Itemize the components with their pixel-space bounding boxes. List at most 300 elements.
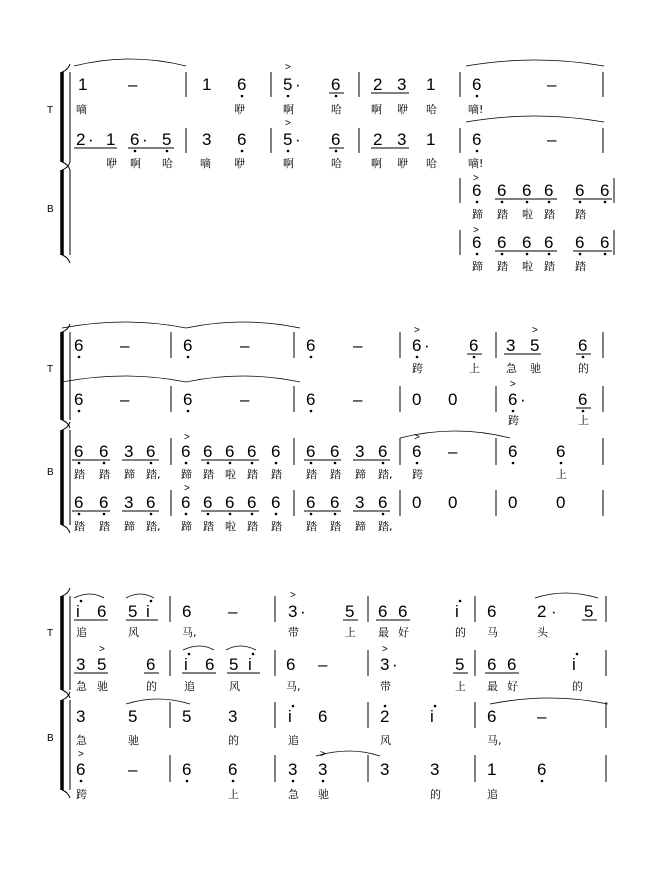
note: – [128, 75, 138, 94]
lyric: 的 [430, 788, 441, 801]
low-dot [310, 513, 313, 516]
note: 6 [306, 390, 316, 409]
accent: > [320, 749, 326, 760]
note: 6 [600, 181, 610, 200]
note: 6 [331, 130, 341, 149]
note: 6 [181, 493, 191, 512]
note: 6 [378, 493, 388, 512]
note: 6 [146, 493, 156, 512]
note: 6 [575, 233, 585, 252]
lyric: 蹄 [472, 208, 483, 221]
low-dot [476, 150, 479, 153]
note: 0 [448, 493, 458, 512]
note: 6 [575, 181, 585, 200]
note: 2 [380, 707, 390, 726]
low-dot [287, 95, 290, 98]
note: 6 [225, 493, 235, 512]
note: 6 [578, 390, 588, 409]
note: 1 [106, 130, 116, 149]
note: i [184, 655, 188, 674]
lyric: 啦 [522, 260, 533, 273]
lyric: 急 [506, 362, 517, 375]
note: 6 [271, 442, 281, 461]
note: 3 [506, 336, 516, 355]
note: 6 [97, 602, 107, 621]
dot: · [300, 602, 306, 621]
lyric: 踏 [330, 520, 341, 533]
note: 0 [412, 390, 422, 409]
note: 6 [497, 181, 507, 200]
lyric: 蹄 [355, 468, 366, 481]
bracket-hook [62, 162, 70, 170]
high-dot [188, 653, 191, 656]
note: 3 [124, 493, 134, 512]
lyric: 踏 [99, 520, 110, 533]
note: 5 [584, 602, 594, 621]
note: 6 [74, 390, 84, 409]
lyric: 上 [469, 362, 480, 375]
note: 6 [146, 442, 156, 461]
note: 6 [600, 233, 610, 252]
lyric: 的 [455, 626, 466, 639]
low-dot [78, 410, 81, 413]
note: 6 [271, 493, 281, 512]
lyric: 啊 [130, 157, 141, 170]
low-dot [335, 150, 338, 153]
high-dot [434, 705, 437, 708]
tie [186, 322, 300, 328]
low-dot [582, 356, 585, 359]
low-dot [310, 410, 313, 413]
note: 6 [469, 336, 479, 355]
note: 6 [99, 493, 109, 512]
note: 3 [124, 442, 134, 461]
low-dot [185, 513, 188, 516]
note: 3 [318, 760, 328, 779]
dot: · [295, 75, 301, 94]
lyric: 风 [128, 626, 139, 639]
note: 3 [397, 75, 407, 94]
accent: > [184, 432, 190, 443]
lyric: 啦 [225, 520, 236, 533]
note: 3 [76, 707, 86, 726]
lyric: 踏, [378, 468, 393, 481]
note: 3 [355, 493, 365, 512]
lyric: 踏 [306, 520, 317, 533]
low-dot [416, 356, 419, 359]
note: 6 [205, 655, 215, 674]
low-dot [526, 201, 529, 204]
tie [186, 376, 300, 382]
lyric: 最 [378, 626, 389, 639]
note: 6 [306, 442, 316, 461]
lyric: 啦 [522, 208, 533, 221]
note: 6 [74, 442, 84, 461]
note: 6 [306, 336, 316, 355]
lyric: 踏 [247, 520, 258, 533]
note: 2 [373, 130, 383, 149]
note: 6 [247, 493, 257, 512]
part-label-bass: B [47, 467, 54, 478]
lyric: 蹄 [355, 520, 366, 533]
note: 6 [330, 493, 340, 512]
accent: > [473, 225, 479, 236]
note: – [240, 390, 250, 409]
note: 6 [318, 707, 328, 726]
lyric: 头 [537, 626, 548, 639]
low-dot [512, 462, 515, 465]
lyric: 踏 [575, 208, 586, 221]
lyric: 追 [184, 680, 195, 693]
lyric: 蹄 [124, 468, 135, 481]
tie [126, 699, 190, 704]
low-dot [287, 150, 290, 153]
note: – [240, 336, 250, 355]
system-1 [47, 59, 614, 273]
accent: > [510, 379, 516, 390]
note: – [537, 707, 547, 726]
part-label-tenor: T [47, 364, 54, 375]
note: i [248, 655, 252, 674]
note: 1 [426, 130, 436, 149]
lyric: 跨 [508, 414, 519, 427]
lyric: 上 [455, 680, 466, 693]
lyric: 马, [182, 626, 197, 639]
dot: · [142, 130, 148, 149]
lyric: 驰 [97, 680, 108, 693]
note: – [318, 655, 328, 674]
low-dot [187, 356, 190, 359]
lyric: 急 [76, 734, 87, 747]
lyric: 啊 [371, 157, 382, 170]
note: 1 [78, 75, 88, 94]
note: 6 [412, 442, 422, 461]
lyric: 最 [487, 680, 498, 693]
note: i [455, 602, 459, 621]
dot: · [424, 336, 430, 355]
lyric: 踏 [575, 260, 586, 273]
lyric: 好 [507, 680, 518, 693]
low-dot [229, 462, 232, 465]
lyric: 咿 [234, 103, 245, 116]
note: 6 [378, 602, 388, 621]
note: 3 [355, 442, 365, 461]
note: 6 [412, 336, 422, 355]
low-dot [382, 462, 385, 465]
low-dot [548, 253, 551, 256]
note: 6 [522, 233, 532, 252]
lyric: 风 [229, 680, 240, 693]
note: 3 [430, 760, 440, 779]
note: – [120, 390, 130, 409]
note: 6 [472, 130, 482, 149]
bracket-hook [62, 790, 70, 798]
high-dot [576, 653, 579, 656]
low-dot [416, 462, 419, 465]
note: i [288, 707, 292, 726]
lyric: 踏 [203, 468, 214, 481]
system-2 [47, 322, 603, 533]
note: 1 [202, 75, 212, 94]
note: 0 [448, 390, 458, 409]
lyric: 马, [487, 734, 502, 747]
note: 6 [487, 602, 497, 621]
low-dot [501, 253, 504, 256]
note: 6 [74, 336, 84, 355]
note: 0 [412, 493, 422, 512]
note: 6 [247, 442, 257, 461]
note: 5 [345, 602, 355, 621]
low-dot [604, 253, 607, 256]
note: 3 [380, 655, 390, 674]
tie [62, 376, 186, 382]
lyric: 咿 [234, 157, 245, 170]
note: 5 [162, 130, 172, 149]
note: 3 [228, 707, 238, 726]
note: 2 [76, 130, 86, 149]
note: 6 [487, 707, 497, 726]
lyric: 踏 [544, 260, 555, 273]
part-label-tenor: T [47, 628, 54, 639]
note: 6 [237, 75, 247, 94]
lyric: 踏 [306, 468, 317, 481]
accent: > [473, 173, 479, 184]
low-dot [334, 462, 337, 465]
lyric: 马, [286, 680, 301, 693]
note: 6 [544, 181, 554, 200]
note: 6 [522, 181, 532, 200]
note: 5 [128, 602, 138, 621]
lyric: 的 [572, 680, 583, 693]
tie [126, 594, 154, 598]
high-dot [252, 653, 255, 656]
low-dot [604, 201, 607, 204]
note: 6 [99, 442, 109, 461]
low-dot [166, 150, 169, 153]
note: i [76, 602, 80, 621]
lyric: 踏 [497, 208, 508, 221]
tie [466, 60, 604, 66]
low-dot [560, 462, 563, 465]
lyric: 蹄 [124, 520, 135, 533]
lyric: 急 [288, 788, 299, 801]
low-dot [251, 513, 254, 516]
lyric: 啦 [225, 468, 236, 481]
note: 3 [380, 760, 390, 779]
note: – [228, 602, 238, 621]
note: 6 [487, 655, 497, 674]
low-dot [526, 253, 529, 256]
lyric: 啊 [283, 157, 294, 170]
lyric: 踏 [271, 468, 282, 481]
lyric: 哈 [331, 103, 342, 116]
lyric: 踏 [497, 260, 508, 273]
part-label-bass: B [47, 733, 54, 744]
note: 2 [373, 75, 383, 94]
low-dot [241, 95, 244, 98]
note: 5 [229, 655, 239, 674]
low-dot [186, 780, 189, 783]
dot: · [392, 655, 398, 674]
low-dot [80, 780, 83, 783]
lyric: 踏, [146, 468, 161, 481]
note: 6 [556, 442, 566, 461]
low-dot [548, 201, 551, 204]
note: 6 [508, 390, 518, 409]
note: 6 [203, 493, 213, 512]
note: 6 [472, 75, 482, 94]
note: 6 [74, 493, 84, 512]
low-dot [275, 462, 278, 465]
lyric: 踏 [271, 520, 282, 533]
lyric: 上 [345, 626, 356, 639]
note: 5 [530, 336, 540, 355]
lyric: 跨 [76, 788, 87, 801]
low-dot [78, 356, 81, 359]
note: 1 [487, 760, 497, 779]
low-dot [251, 462, 254, 465]
note: i [430, 707, 434, 726]
low-dot [476, 95, 479, 98]
note: 6 [330, 442, 340, 461]
note: 6 [508, 442, 518, 461]
note: 6 [181, 442, 191, 461]
lyric: 上 [578, 414, 589, 427]
low-dot [541, 780, 544, 783]
lyric: 驰 [530, 362, 541, 375]
low-dot [275, 513, 278, 516]
low-dot [103, 513, 106, 516]
lyric: 跨 [412, 468, 423, 481]
high-dot [150, 600, 153, 603]
note: 1 [426, 75, 436, 94]
lyric: 的 [578, 362, 589, 375]
bracket-hook [62, 255, 70, 263]
note: – [128, 760, 138, 779]
lyric: 跨 [412, 362, 423, 375]
bracket-hook [62, 64, 70, 72]
note: 6 [237, 130, 247, 149]
lyric: 好 [398, 626, 409, 639]
high-dot [80, 600, 83, 603]
note: – [547, 130, 557, 149]
tie [74, 594, 104, 598]
note: 6 [472, 233, 482, 252]
note: 5 [283, 75, 293, 94]
note: – [547, 75, 557, 94]
system-3 [47, 588, 608, 801]
dot: · [551, 602, 557, 621]
dot: · [88, 130, 94, 149]
lyric: 急 [76, 680, 87, 693]
accent: > [285, 118, 291, 129]
note: 6 [472, 181, 482, 200]
accent: > [78, 749, 84, 760]
lyric: 嘀! [468, 157, 484, 170]
lyric: 踏 [74, 468, 85, 481]
lyric: 上 [556, 468, 567, 481]
lyric: 风 [380, 734, 391, 747]
note: 3 [288, 760, 298, 779]
low-dot [207, 462, 210, 465]
lyric: 咿 [397, 157, 408, 170]
low-dot [334, 513, 337, 516]
lyric: 带 [380, 680, 391, 693]
lyric: 啊 [371, 103, 382, 116]
lyric: 踏, [146, 520, 161, 533]
part-label-tenor: T [47, 105, 54, 116]
lyric: 嘀 [76, 103, 87, 116]
lyric: 的 [146, 680, 157, 693]
lyric: 驰 [128, 734, 139, 747]
accent: > [414, 325, 420, 336]
note: 6 [203, 442, 213, 461]
tie [466, 116, 604, 122]
lyric: 的 [228, 734, 239, 747]
lyric: 哈 [331, 157, 342, 170]
tie [183, 646, 214, 650]
dot: · [520, 390, 526, 409]
note: 6 [497, 233, 507, 252]
bracket-hook [62, 525, 70, 533]
note: 5 [283, 130, 293, 149]
lyric: 蹄 [181, 468, 192, 481]
lyric: 追 [76, 626, 87, 639]
lyric: 嘀! [468, 103, 484, 116]
accent: > [414, 432, 420, 443]
note: 6 [544, 233, 554, 252]
bracket-hook [62, 162, 70, 170]
accent: > [290, 590, 296, 601]
note: 3 [397, 130, 407, 149]
part-label-bass: B [47, 204, 54, 215]
note: 6 [537, 760, 547, 779]
lyric: 驰 [318, 788, 329, 801]
dot: · [295, 130, 301, 149]
note: – [353, 336, 363, 355]
low-dot [134, 150, 137, 153]
low-dot [78, 513, 81, 516]
note: 3 [76, 655, 86, 674]
lyric: 蹄 [181, 520, 192, 533]
low-dot [476, 253, 479, 256]
low-dot [310, 356, 313, 359]
lyric: 追 [288, 734, 299, 747]
low-dot [322, 780, 325, 783]
lyric: 蹄 [472, 260, 483, 273]
note: 3 [202, 130, 212, 149]
low-dot [292, 780, 295, 783]
tie [62, 322, 186, 328]
lyric: 咿 [397, 103, 408, 116]
note: 2 [537, 602, 547, 621]
note: 6 [378, 442, 388, 461]
note: 0 [556, 493, 566, 512]
note: – [448, 442, 458, 461]
accent: > [184, 483, 190, 494]
note: 6 [331, 75, 341, 94]
low-dot [579, 201, 582, 204]
low-dot [185, 462, 188, 465]
low-dot [150, 462, 153, 465]
note: 5 [97, 655, 107, 674]
lyric: 踏 [247, 468, 258, 481]
high-dot [459, 600, 462, 603]
low-dot [579, 253, 582, 256]
low-dot [229, 513, 232, 516]
note: – [353, 390, 363, 409]
note: 5 [455, 655, 465, 674]
